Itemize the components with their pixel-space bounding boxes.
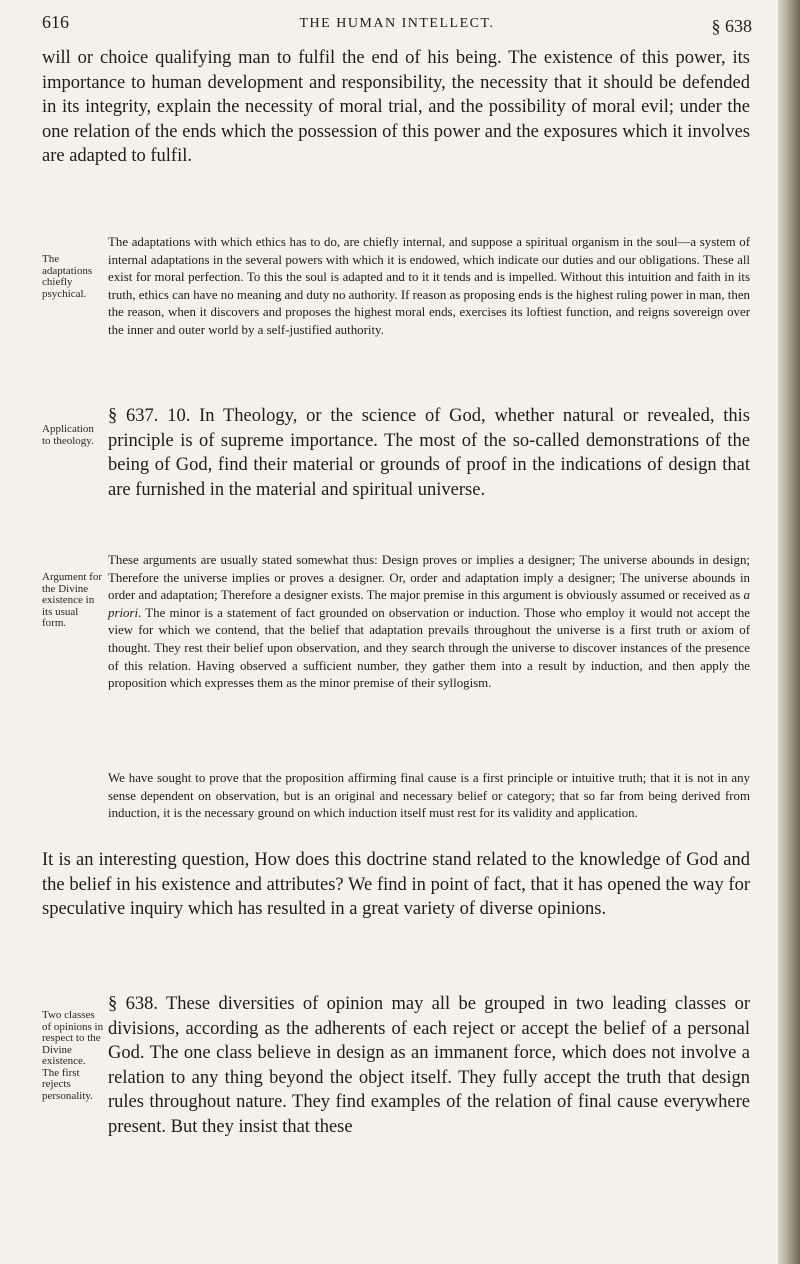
note-ethics-text: The adaptations with which ethics has to do, are chiefly internal, and suppose a spiritual organism in the soul—a system of internal adaptations in the several powers with which it is endowed, which indicate our duties and our obligations. These all exist for moral perfection. To this the soul is adapted and to it it tends and is impelled. Without this intuition and faith in its truth, ethics can have no meaning and duty no authority. If reason as proposing ends is the highest ruling power in man, then the reason, when it discovers and proposes the highest moral ends, exercises its loftiest function, and reigns sovereign over the inner and outer world by a self-justified authority.: [108, 235, 750, 337]
margin-note-argument: Argument for the Divine existence in its usual form.: [42, 571, 102, 629]
theology-text: § 637. 10. In Theology, or the science of God, whether natural or revealed, this principle is of supreme importance. The most of the so-called demonstrations of the being of God, find their material or grounds of proof in the indications of design that are furnished in the material and spiritual universe.: [108, 406, 750, 500]
running-title: THE HUMAN INTELLECT.: [299, 16, 495, 31]
paragraph-free-will: will or choice qualifying man to fulfil the end of his being. The existence of this power, its importance to human development and responsibility, the necessity that it should be defended in its integrity, explain the necessity of moral trial, and the possibility of moral evil; under the one relation of the ends which the possession of this power and the exposures which it involves are adapted to fulfil.: [42, 48, 750, 167]
a-priori-term: a priori: [108, 588, 750, 620]
note-ethics-adaptations: [42, 234, 750, 340]
note-final-cause: [42, 770, 750, 823]
section-marker: § 638: [711, 16, 752, 36]
paragraph-two-classes: [42, 992, 750, 1140]
two-classes-text: § 638. These diversities of opinion may all be grouped in two leading classes or divisions, according as the adherents of each reject or accept the belief of a personal God. The one class believe in design as an immanent force, which does not involve a relation to any thing beyond the object itself. They fully accept the truth that design rules throughout nature. They find examples of the relation of final cause everywhere present. But they insist that these: [108, 994, 750, 1137]
paragraph-interesting-question: It is an interesting question, How does this doctrine stand related to the knowledge of God and the belief in his existence and attributes? We find in point of fact, that it has opened the way for speculative inquiry which has resulted in a great variety of diverse opinions.: [42, 850, 750, 920]
book-binding-edge: [778, 0, 800, 1264]
margin-note-theology: Application to theology.: [42, 423, 94, 447]
paragraph-theology: [42, 404, 750, 502]
margin-note-adaptations: The adaptations chiefly psychical.: [42, 253, 93, 300]
margin-note-two-classes: Two classes of opinions in respect to the Divine existence. The first rejects personality.: [42, 1009, 104, 1102]
design-argument-end: . The minor is a statement of fact grounded on observation or induction. Those who employ it would not accept the view for which we contend, that the belief that adaptation prevails throughout the universe is a first truth or axiom of thought. They rest their belief upon observation, and they search through the universe to discover instances of the presence of this relation. Having observed a sufficient number, they gather them into a result by induction, and then apply the proposition which expresses them as the minor premise of their syllogism.: [108, 605, 750, 691]
running-header: [42, 12, 752, 42]
design-argument-text: [42, 552, 750, 693]
final-cause-text: We have sought to prove that the proposition affirming final cause is a first principle or intuitive truth; that it is not in any sense dependent on observation, but is an original and necessary belief or category; that so far from being derived from induction, it is the necessary ground on which induction itself must rest for its validity and application.: [108, 771, 750, 821]
design-argument-start: These arguments are usually stated somewhat thus: Design proves or implies a designer; The universe abounds in design; Therefore the universe implies or proves a designer. Or, order and adaptation imply a designer; The universe abounds in order and adaptation; Therefore a designer exists. The major premise in this argument is obviously assumed or received as: [108, 553, 750, 603]
page-number: 616: [42, 12, 69, 32]
note-design-argument: [42, 552, 750, 693]
